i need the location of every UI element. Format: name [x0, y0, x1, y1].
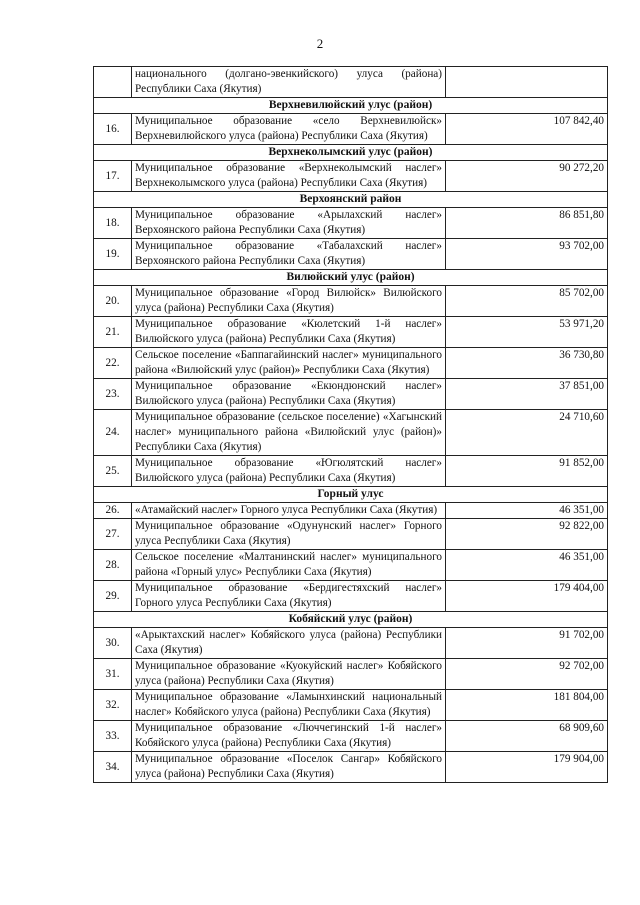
section-header-row [94, 192, 608, 208]
amount-value: 179 404,00 [446, 581, 608, 612]
municipality-name: Муниципальное образование «Люччегинский 1-й наслег» Кобяйского улуса (района) Республики Саха (Якутия) [132, 721, 446, 752]
amount-value: 53 971,20 [446, 317, 608, 348]
table-body [94, 67, 608, 783]
municipality-name: национального (долгано-эвенкийского) улуса (района) Республики Саха (Якутия) [132, 67, 446, 98]
amount-value: 91 852,00 [446, 456, 608, 487]
row-number: 23. [94, 379, 132, 410]
section-title: Кобяйский улус (район) [94, 612, 608, 628]
amount-value: 86 851,80 [446, 208, 608, 239]
amount-value: 93 702,00 [446, 239, 608, 270]
table-row [94, 503, 608, 519]
table-row [94, 581, 608, 612]
amount-value: 181 804,00 [446, 690, 608, 721]
row-number: 16. [94, 114, 132, 145]
amount-value [446, 67, 608, 98]
section-title: Верхневилюйский улус (район) [94, 98, 608, 114]
amount-value: 24 710,60 [446, 410, 608, 456]
amount-value: 107 842,40 [446, 114, 608, 145]
amount-value: 68 909,60 [446, 721, 608, 752]
table-row [94, 317, 608, 348]
municipality-name: Муниципальное образование «Одунунский наслег» Горного улуса Республики Саха (Якутия) [132, 519, 446, 550]
amount-value: 46 351,00 [446, 503, 608, 519]
table-row [94, 161, 608, 192]
amount-value: 36 730,80 [446, 348, 608, 379]
row-number: 33. [94, 721, 132, 752]
municipality-name: Муниципальное образование (сельское поселение) «Хагынский наслег» муниципального района «Вилюйский улус (район)» Республики Саха (Якутия) [132, 410, 446, 456]
municipality-name: Муниципальное образование «Екюндюнский наслег» Вилюйского улуса (района) Республики Саха (Якутия) [132, 379, 446, 410]
table-row [94, 286, 608, 317]
table-row [94, 659, 608, 690]
amount-value: 46 351,00 [446, 550, 608, 581]
municipal-allocation-table [93, 66, 608, 783]
section-title: Вилюйский улус (район) [94, 270, 608, 286]
amount-value: 37 851,00 [446, 379, 608, 410]
municipality-name: Муниципальное образование «Куокуйский наслег» Кобяйского улуса (района) Республики Саха (Якутия) [132, 659, 446, 690]
row-number: 24. [94, 410, 132, 456]
row-number: 21. [94, 317, 132, 348]
section-header-row [94, 145, 608, 161]
row-number: 32. [94, 690, 132, 721]
page-number: 2 [316, 36, 324, 51]
municipality-name: «Атамайский наслег» Горного улуса Республики Саха (Якутия) [132, 503, 446, 519]
row-number: 19. [94, 239, 132, 270]
table-row [94, 690, 608, 721]
row-number: 17. [94, 161, 132, 192]
municipality-name: Муниципальное образование «Верхнеколымский наслег» Верхнеколымского улуса (района) Республики Саха (Якутия) [132, 161, 446, 192]
municipality-name: «Арыктахский наслег» Кобяйского улуса (района) Республики Саха (Якутия) [132, 628, 446, 659]
section-title: Верхоянский район [94, 192, 608, 208]
row-number: 22. [94, 348, 132, 379]
row-number: 25. [94, 456, 132, 487]
amount-value: 92 702,00 [446, 659, 608, 690]
municipality-name: Сельское поселение «Баппагайинский наслег» муниципального района «Вилюйский улус (район)» Республики Саха (Якутия) [132, 348, 446, 379]
municipality-name: Муниципальное образование «Поселок Сангар» Кобяйского улуса (района) Республики Саха (Якутия) [132, 752, 446, 783]
municipality-name: Муниципальное образование «Ламынхинский национальный наслег» Кобяйского улуса (района) Республики Саха (Якутия) [132, 690, 446, 721]
table-row [94, 410, 608, 456]
section-header-row [94, 270, 608, 286]
table-row [94, 379, 608, 410]
table-row [94, 628, 608, 659]
municipality-name: Муниципальное образование «Кюлетский 1-й наслег» Вилюйского улуса (района) Республики Саха (Якутия) [132, 317, 446, 348]
section-header-row [94, 487, 608, 503]
amount-value: 92 822,00 [446, 519, 608, 550]
table-row [94, 239, 608, 270]
section-header-row [94, 98, 608, 114]
municipality-name: Муниципальное образование «Арылахский наслег» Верхоянского района Республики Саха (Якутия) [132, 208, 446, 239]
row-number: 34. [94, 752, 132, 783]
municipality-name: Муниципальное образование «Югюлятский наслег» Вилюйского улуса (района) Республики Саха (Якутия) [132, 456, 446, 487]
row-number: 31. [94, 659, 132, 690]
row-number: 30. [94, 628, 132, 659]
row-number [94, 67, 132, 98]
row-number: 28. [94, 550, 132, 581]
table-row [94, 114, 608, 145]
municipality-name: Муниципальное образование «Табалахский наслег» Верхоянского района Республики Саха (Якутия) [132, 239, 446, 270]
amount-value: 91 702,00 [446, 628, 608, 659]
municipality-name: Муниципальное образование «Город Вилюйск» Вилюйского улуса (района) Республики Саха (Якутия) [132, 286, 446, 317]
municipality-name: Муниципальное образование «Бердигестяхский наслег» Горного улуса Республики Саха (Якутия) [132, 581, 446, 612]
row-number: 18. [94, 208, 132, 239]
municipality-name: Сельское поселение «Малтанинский наслег» муниципального района «Горный улус» Республики Саха (Якутия) [132, 550, 446, 581]
amount-value: 90 272,20 [446, 161, 608, 192]
table-row [94, 550, 608, 581]
table-row [94, 208, 608, 239]
section-header-row [94, 612, 608, 628]
row-number: 20. [94, 286, 132, 317]
section-title: Горный улус [94, 487, 608, 503]
amount-value: 179 904,00 [446, 752, 608, 783]
municipality-name: Муниципальное образование «село Верхневилюйск» Верхневилюйского улуса (района) Республики Саха (Якутия) [132, 114, 446, 145]
row-number: 29. [94, 581, 132, 612]
amount-value: 85 702,00 [446, 286, 608, 317]
table-row [94, 752, 608, 783]
section-title: Верхнеколымский улус (район) [94, 145, 608, 161]
row-number: 27. [94, 519, 132, 550]
row-number: 26. [94, 503, 132, 519]
table-row [94, 721, 608, 752]
table-row [94, 67, 608, 98]
table-row [94, 519, 608, 550]
table-row [94, 456, 608, 487]
table-row [94, 348, 608, 379]
